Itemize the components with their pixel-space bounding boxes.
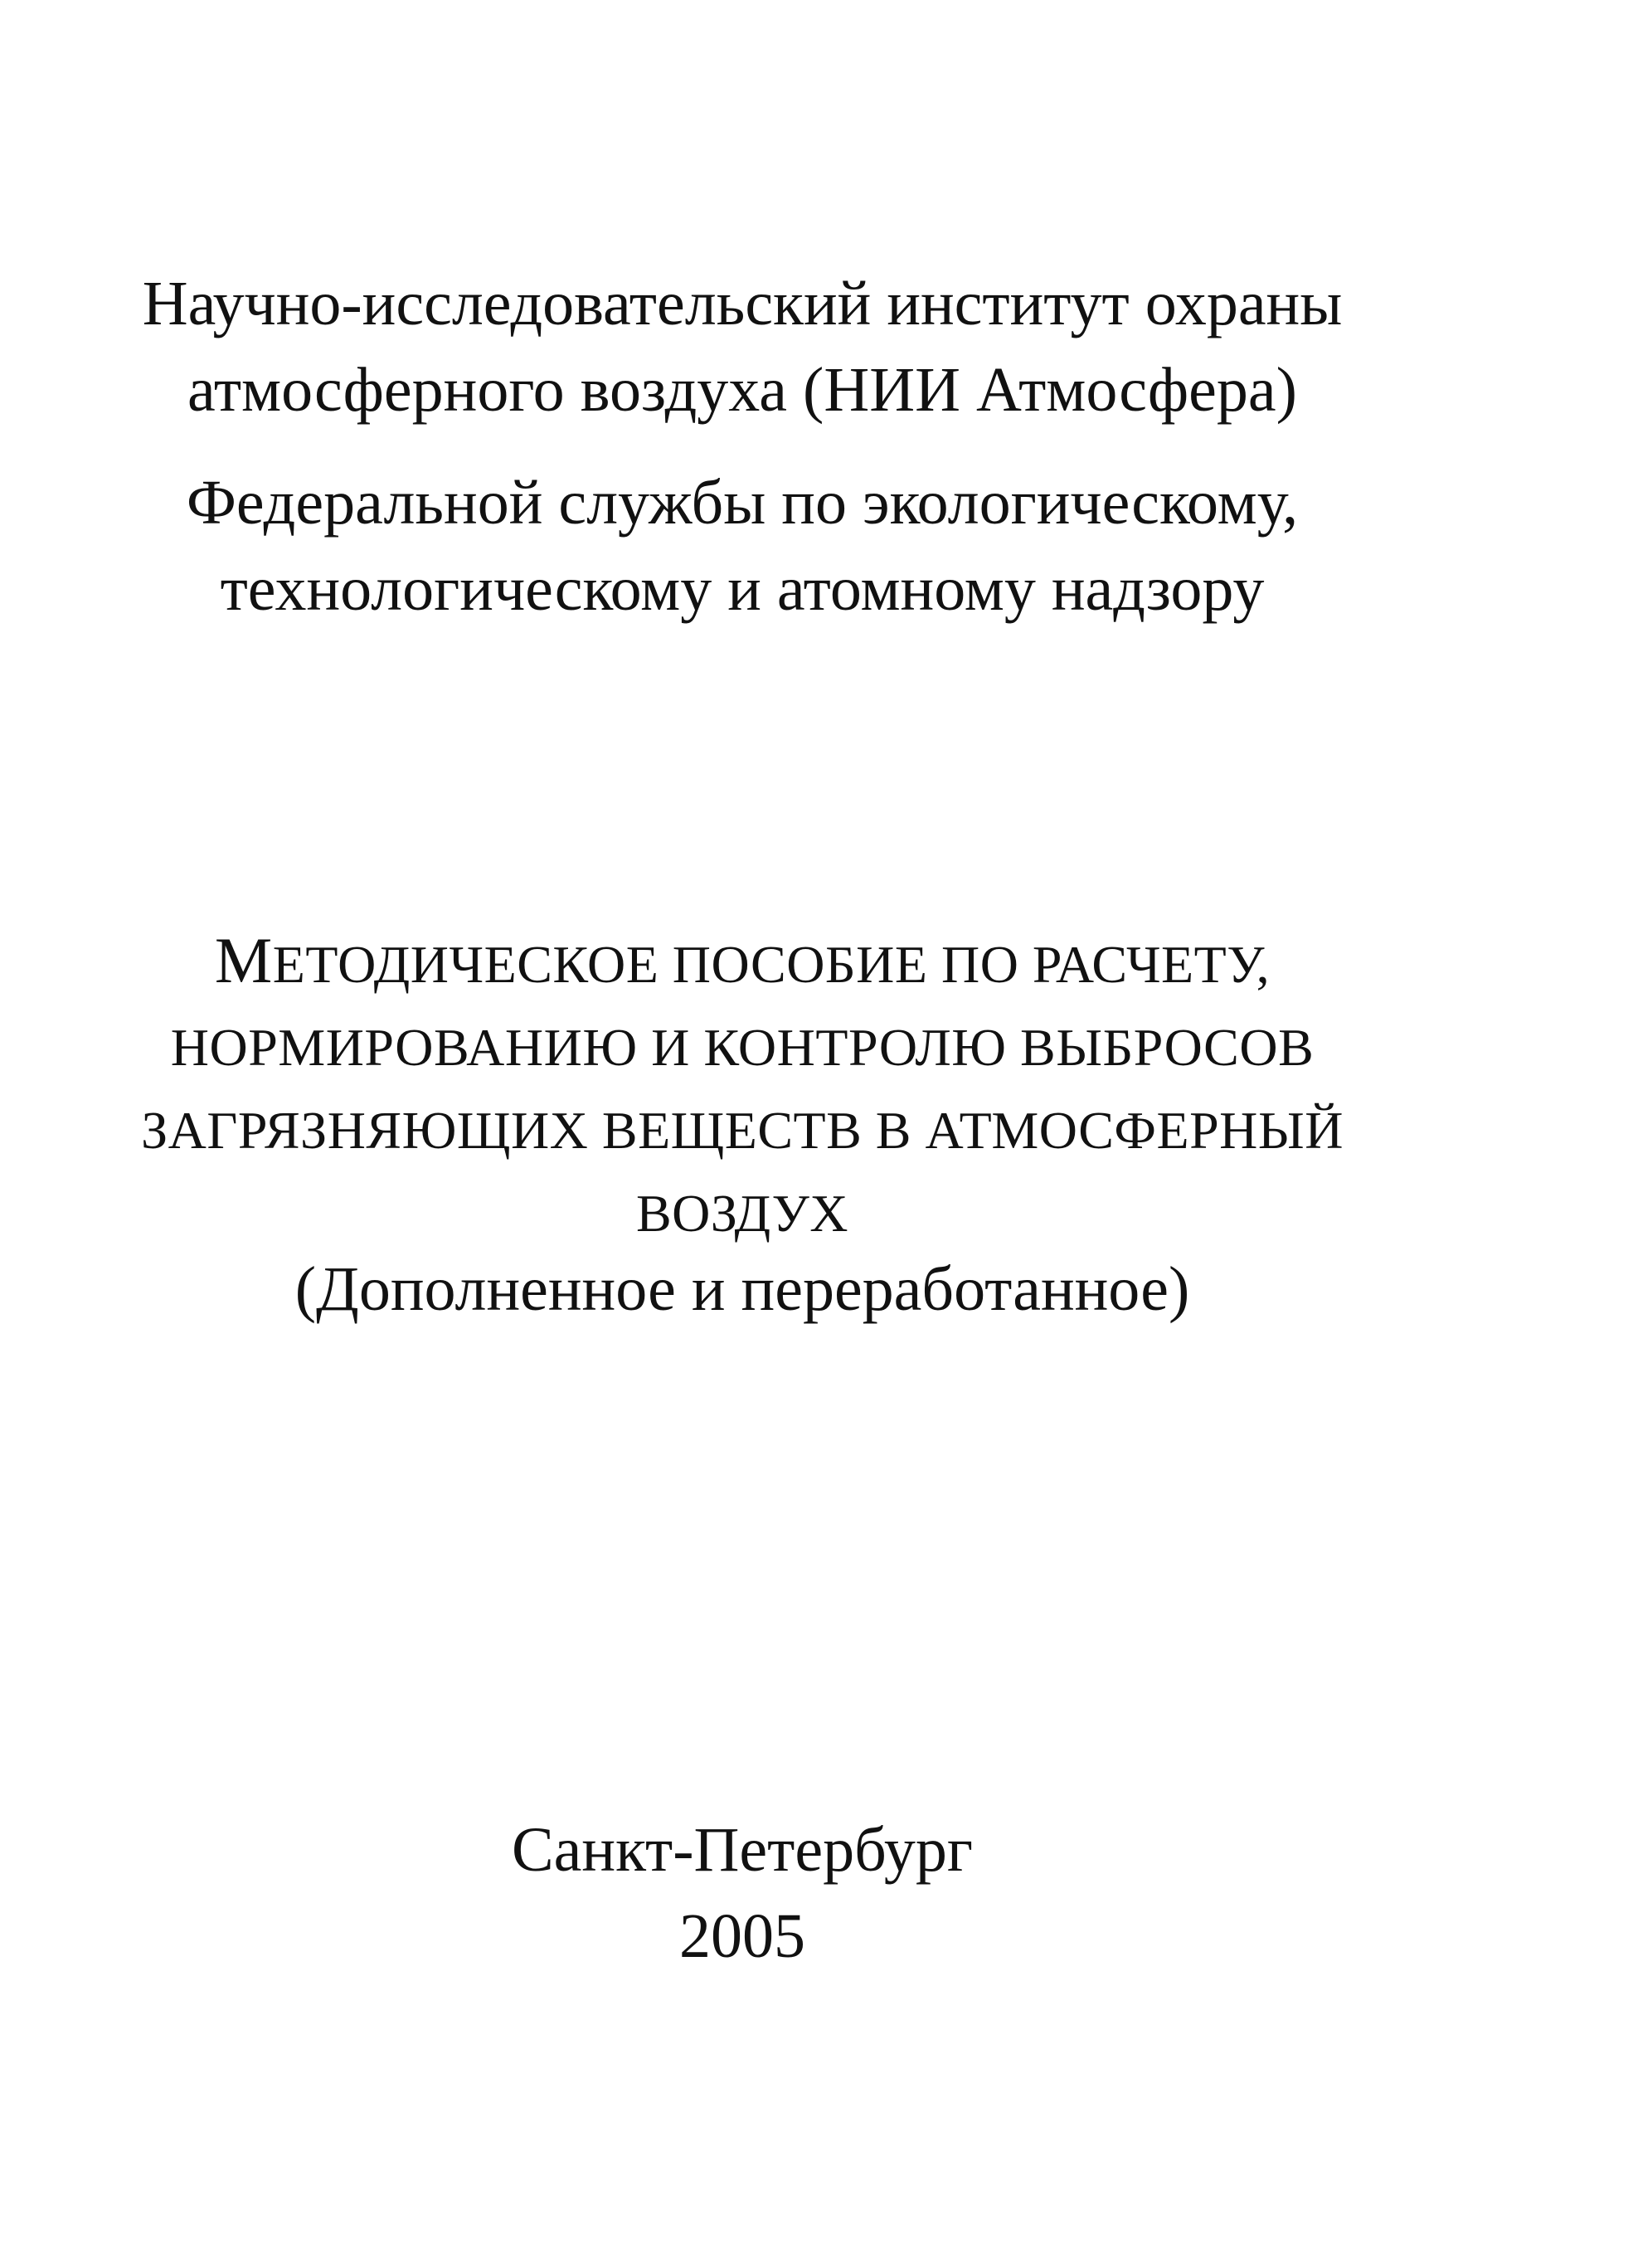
federal-service-line-2: технологическому и атомному надзору: [220, 554, 1265, 624]
institute-name-line-2: атмосферного воздуха (НИИ Атмосфера): [187, 355, 1297, 425]
imprint-year: 2005: [679, 1901, 805, 1971]
document-title-line-2: НОРМИРОВАНИЮ И КОНТРОЛЮ ВЫБРОСОВ: [170, 1018, 1315, 1077]
edition-note: [0, 1246, 1485, 1332]
edition-note-text: (Дополненное и переработанное): [294, 1254, 1190, 1324]
imprint-city: Санкт-Петербург: [511, 1815, 974, 1885]
imprint: [0, 1807, 1485, 1979]
document-title: [0, 919, 1485, 1255]
institute-name: [0, 260, 1485, 433]
document-title-line-3: ЗАГРЯЗНЯЮЩИХ ВЕЩЕСТВ В АТМОСФЕРНЫЙ: [141, 1101, 1344, 1160]
document-title-line-1-rest: ЕТОДИЧЕСКОЕ ПОСОБИЕ ПО РАСЧЕТУ,: [272, 935, 1271, 994]
document-title-initial: М: [214, 924, 273, 996]
document-title-line-1: [0, 919, 1485, 1006]
federal-service-name: [0, 460, 1485, 632]
federal-service-line-1: Федеральной службы по экологическому,: [186, 468, 1299, 538]
document-title-line-4: ВОЗДУХ: [635, 1184, 849, 1243]
institute-name-line-1: Научно-исследовательский институт охраны: [142, 269, 1343, 338]
